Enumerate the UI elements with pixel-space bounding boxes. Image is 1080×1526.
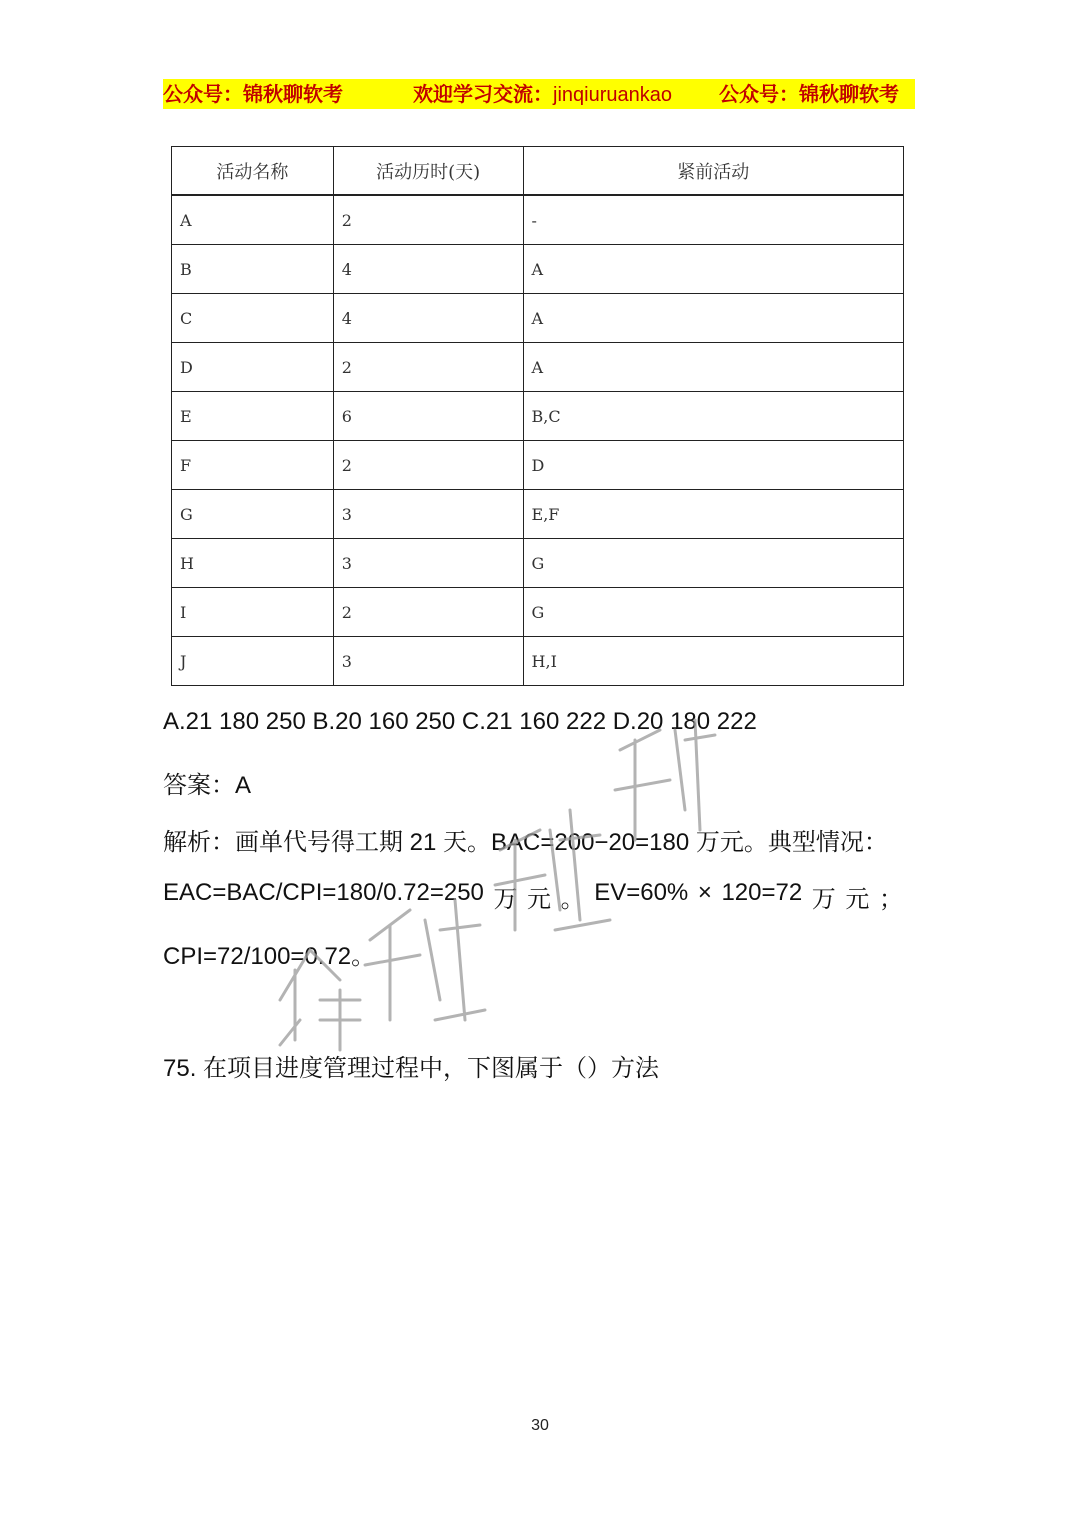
table-row [172,392,904,441]
cell-activity: C [172,294,334,343]
page-number: 30 [531,1417,549,1434]
analysis-line-2 [163,879,903,914]
banner-contact-prefix: 欢迎学习交流： [413,82,553,106]
table-header-row [172,147,904,196]
activity-table [171,146,904,686]
analysis-line-2-part: 元 [845,886,870,913]
banner-contact [413,79,672,109]
answer-line: 答案：A [163,772,252,799]
cell-duration: 2 [333,195,523,245]
analysis-line-2-part: EAC=BAC/CPI=180/0.72=250 [163,879,484,906]
cell-duration: 6 [333,392,523,441]
analysis-line-2-part: 万 [493,886,518,913]
cell-activity: F [172,441,334,490]
table-row [172,343,904,392]
cell-predecessor: D [523,441,903,490]
cell-predecessor: A [523,294,903,343]
analysis-line-2-part: 万 [811,886,836,913]
table-row [172,588,904,637]
table-row [172,195,904,245]
header-predecessor: 紧前活动 [523,147,903,196]
cell-predecessor: H,I [523,637,903,686]
banner-contact-handle: jinqiuruankao [553,84,672,106]
cell-activity: H [172,539,334,588]
cell-activity: G [172,490,334,539]
question-75: 75. 在项目进度管理过程中，下图属于（）方法 [163,1055,660,1082]
cell-activity: J [172,637,334,686]
analysis-line-3: CPI=72/100=0.72。 [163,943,376,970]
cell-duration: 2 [333,343,523,392]
table-row [172,490,904,539]
analysis-line-2-part: 120=72 [721,879,803,906]
cell-duration: 3 [333,539,523,588]
cell-predecessor: A [523,343,903,392]
header-banner [163,79,915,109]
cell-activity: D [172,343,334,392]
table-row [172,294,904,343]
cell-activity: E [172,392,334,441]
banner-account-right: 公众号：锦秋聊软考 [719,82,899,106]
analysis-line-2-part: ； [878,886,903,913]
analysis-line-2-part: 。 [560,886,585,913]
header-duration: 活动历时(天) [333,147,523,196]
cell-duration: 2 [333,588,523,637]
cell-duration: 4 [333,245,523,294]
header-activity-name: 活动名称 [172,147,334,196]
table-row [172,441,904,490]
cell-activity: I [172,588,334,637]
cell-predecessor: E,F [523,490,903,539]
cell-predecessor: B,C [523,392,903,441]
cell-activity: A [172,195,334,245]
analysis-line-1: 解析：画单代号得工期 21 天。BAC=200−20=180 万元。典型情况： [163,829,888,856]
cell-duration: 2 [333,441,523,490]
cell-predecessor: G [523,588,903,637]
table-row [172,637,904,686]
cell-predecessor: - [523,195,903,245]
analysis-line-2-part: × [697,879,712,906]
analysis-line-2-part: 元 [527,886,552,913]
cell-duration: 3 [333,490,523,539]
table-row [172,245,904,294]
cell-predecessor: A [523,245,903,294]
cell-duration: 3 [333,637,523,686]
cell-predecessor: G [523,539,903,588]
answer-options: A.21 180 250 B.20 160 250 C.21 160 222 D.20 180 222 [163,708,757,735]
cell-activity: B [172,245,334,294]
analysis-line-2-part: EV=60% [594,879,689,906]
cell-duration: 4 [333,294,523,343]
banner-account-left: 公众号：锦秋聊软考 [163,82,343,106]
table-row [172,539,904,588]
